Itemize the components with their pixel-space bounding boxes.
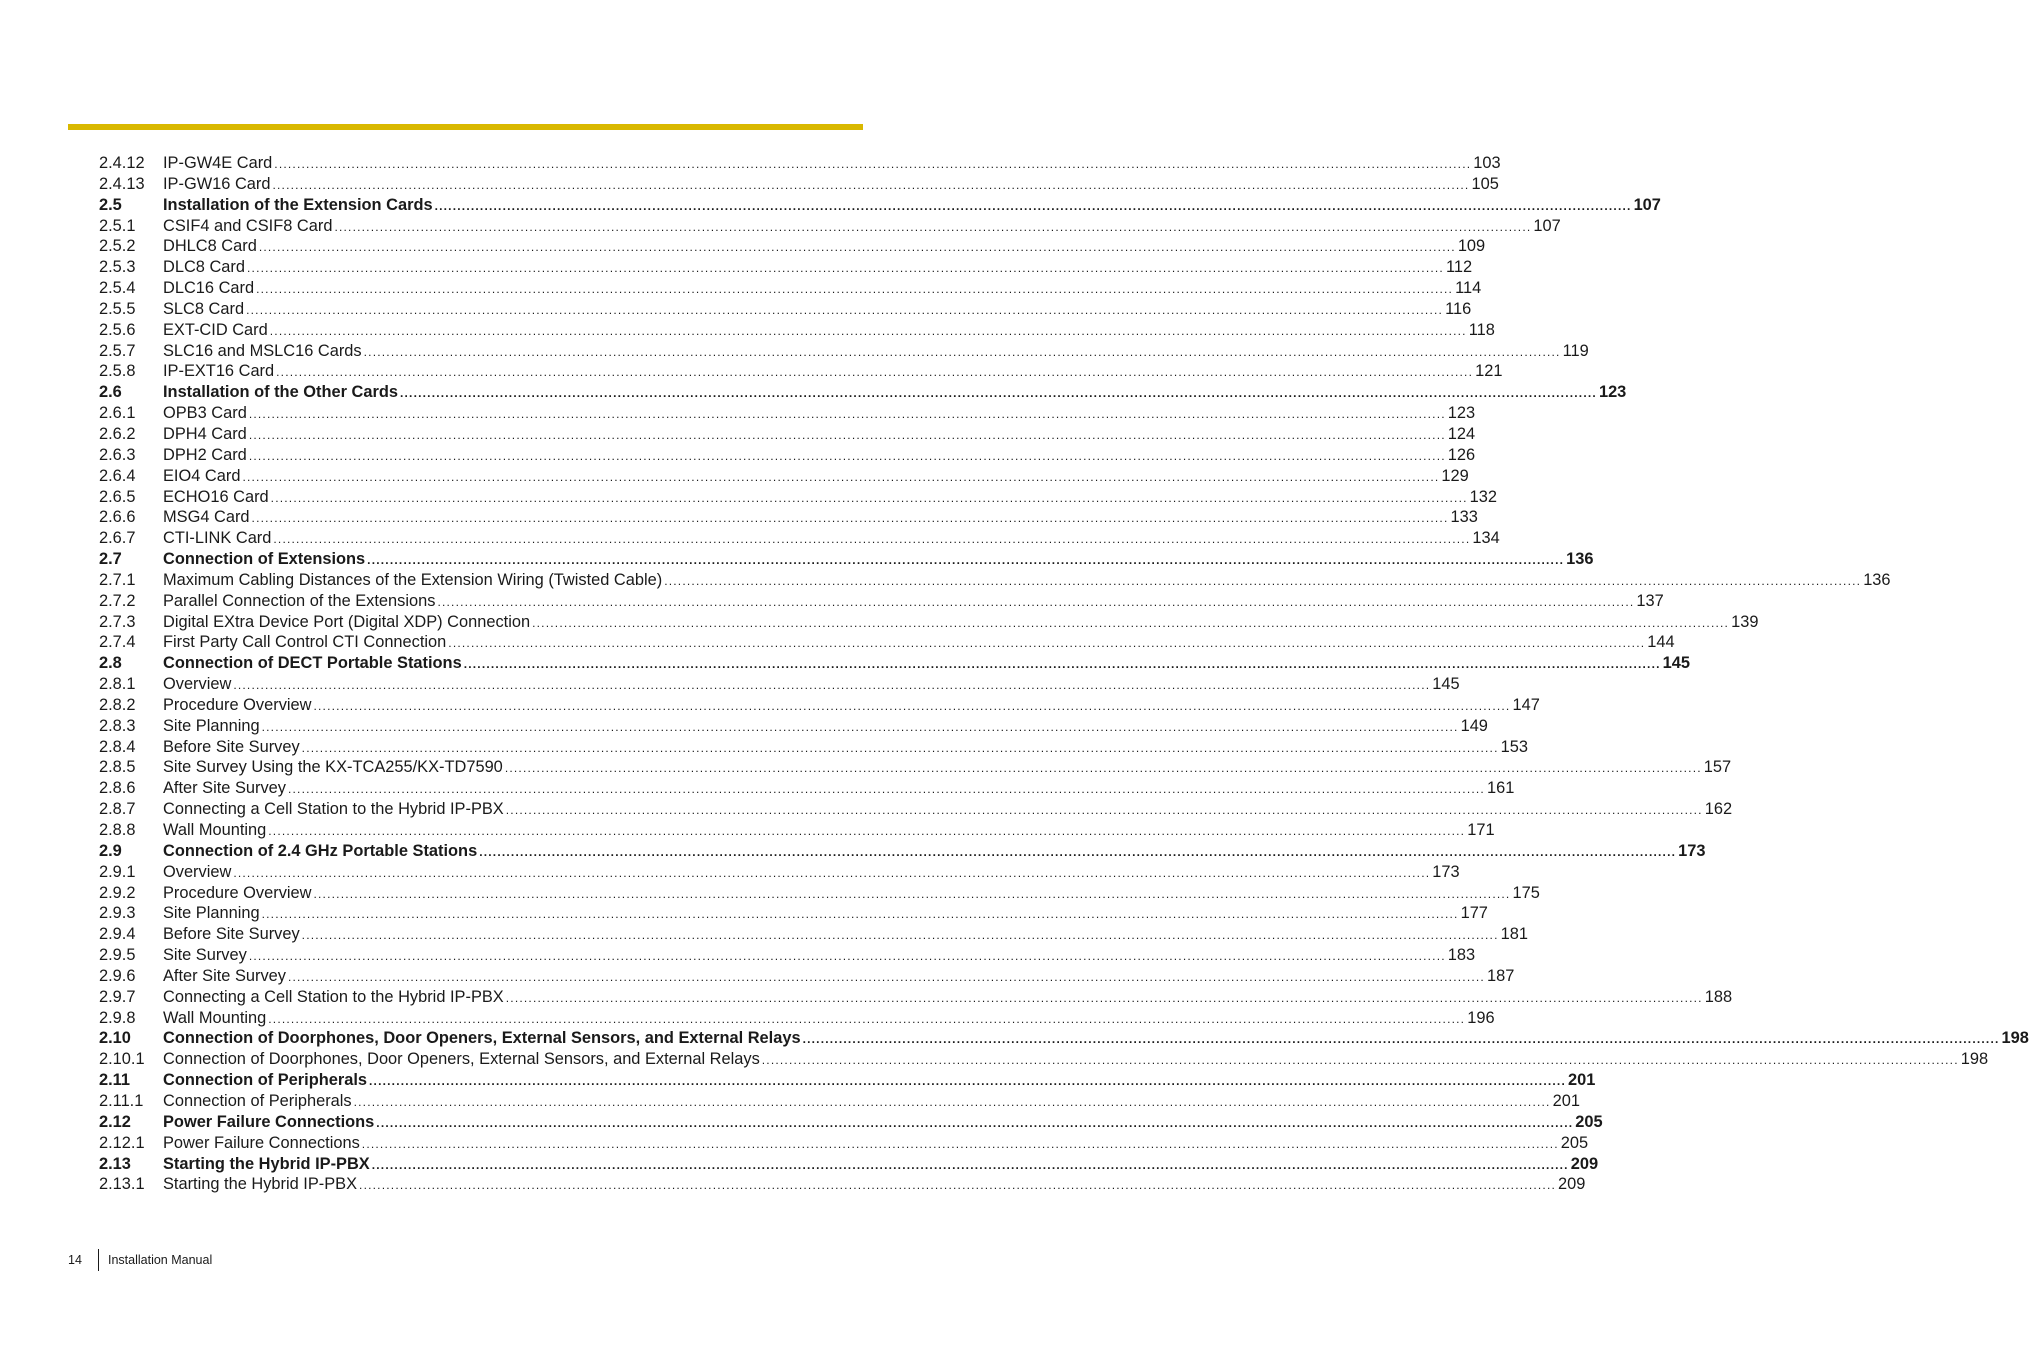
toc-section-number: 2.11.1 <box>99 1091 144 1110</box>
toc-dot-leader <box>302 925 1499 946</box>
toc-section-title: DPH4 Card <box>163 424 247 443</box>
toc-page-number: 123 <box>1598 383 1627 402</box>
toc-dot-leader <box>354 1092 1551 1113</box>
toc-section-number: 2.5.6 <box>99 320 136 339</box>
toc-section-title: Parallel Connection of the Extensions <box>163 591 436 610</box>
toc-entry[interactable] <box>99 716 1488 737</box>
toc-page-number: 157 <box>1703 758 1732 777</box>
toc-section-title: SLC16 and MSLC16 Cards <box>163 341 362 360</box>
toc-section-number: 2.9.2 <box>99 883 136 902</box>
toc-section-title: Site Survey <box>163 946 247 965</box>
toc-section-number: 2.9.3 <box>99 904 136 923</box>
toc-dot-leader <box>242 467 1439 488</box>
toc-page-number: 201 <box>1568 1071 1596 1090</box>
toc-entry[interactable] <box>99 778 1515 799</box>
toc-page-number: 133 <box>1450 508 1478 527</box>
toc-dot-leader <box>762 1050 1959 1071</box>
toc-section-title: Connection of Doorphones, Door Openers, External Sensors, and External Relays <box>163 1029 801 1048</box>
toc-dot-leader <box>270 321 1467 342</box>
toc-page-number: 105 <box>1471 174 1499 193</box>
toc-section-number: 2.9.4 <box>99 925 136 944</box>
toc-entry[interactable] <box>99 361 1503 382</box>
toc-page-number: 134 <box>1472 529 1500 548</box>
toc-section-number: 2.8.8 <box>99 821 136 839</box>
toc-entry[interactable] <box>99 757 1732 778</box>
toc-section-number: 2.7.1 <box>99 570 136 589</box>
toc-dot-leader <box>233 863 1430 884</box>
page-number: 14 <box>68 1253 82 1267</box>
toc-entry[interactable] <box>99 299 1472 320</box>
toc-entry[interactable] <box>99 987 1733 1008</box>
toc-section-title: CSIF4 and CSIF8 Card <box>163 216 333 235</box>
toc-entry[interactable] <box>99 403 1476 424</box>
toc-entry[interactable] <box>99 570 1891 591</box>
toc-entry[interactable] <box>99 1174 1586 1195</box>
toc-entry[interactable] <box>99 195 1661 216</box>
toc-dot-leader <box>249 404 1446 425</box>
toc-dot-leader <box>437 592 1634 613</box>
toc-page-number: 123 <box>1447 404 1476 423</box>
toc-page-number: 124 <box>1447 424 1476 443</box>
toc-dot-leader <box>376 1113 1573 1134</box>
toc-dot-leader <box>464 654 1661 675</box>
toc-section-number: 2.5.3 <box>99 258 136 277</box>
toc-dot-leader <box>259 237 1456 258</box>
toc-dot-leader <box>369 1071 1566 1092</box>
toc-page-number: 145 <box>1662 654 1691 673</box>
toc-section-number: 2.5.2 <box>99 237 136 256</box>
toc-entry[interactable] <box>99 737 1528 758</box>
toc-entry[interactable] <box>99 341 1589 362</box>
toc-entry[interactable] <box>99 924 1528 945</box>
toc-page-number: 107 <box>1633 195 1661 214</box>
toc-entry[interactable] <box>99 278 1482 299</box>
toc-dot-leader <box>288 779 1485 800</box>
toc-page-number: 188 <box>1704 987 1733 1006</box>
toc-section-title: DLC16 Card <box>163 279 255 298</box>
toc-section-number: 2.10 <box>99 1029 131 1048</box>
toc-section-number: 2.12 <box>99 1112 131 1131</box>
toc-dot-leader <box>532 613 1729 634</box>
manual-title: Installation Manual <box>108 1253 213 1267</box>
toc-page-number: 144 <box>1647 633 1675 652</box>
toc-dot-leader <box>252 508 1449 529</box>
toc-entry[interactable] <box>99 612 1759 633</box>
toc-dot-leader <box>313 696 1510 717</box>
toc-section-title: Digital EXtra Device Port (Digital XDP) Connection <box>163 612 531 631</box>
toc-dot-leader <box>276 362 1473 383</box>
toc-page-number: 103 <box>1473 154 1501 172</box>
toc-entry[interactable] <box>99 424 1476 445</box>
toc-section-title: MSG4 Card <box>163 508 250 527</box>
toc-page-number: 139 <box>1731 612 1759 631</box>
page-footer <box>68 1249 212 1271</box>
toc-section-title: Starting the Hybrid IP-PBX <box>163 1154 370 1173</box>
toc-entry[interactable] <box>99 674 1460 695</box>
toc-section-title: Wall Mounting <box>163 1008 267 1027</box>
toc-section-title: DPH2 Card <box>163 445 247 464</box>
toc-section-number: 2.6.5 <box>99 487 136 506</box>
toc-page-number: 136 <box>1566 550 1594 569</box>
toc-page-number: 119 <box>1562 341 1589 360</box>
toc-section-number: 2.9.7 <box>99 987 136 1006</box>
toc-section-number: 2.8.1 <box>99 675 136 694</box>
toc-page-number: 181 <box>1500 925 1528 944</box>
toc-page-number: 109 <box>1457 237 1486 256</box>
toc-section-number: 2.9.5 <box>99 946 136 965</box>
toc-section-number: 2.4.13 <box>99 174 145 193</box>
toc-page-number: 173 <box>1432 862 1460 881</box>
toc-dot-leader <box>364 342 1561 363</box>
toc-dot-leader <box>268 821 1465 842</box>
toc-entry[interactable] <box>99 1008 1495 1029</box>
toc-section-number: 2.9.6 <box>99 966 136 985</box>
toc-section-title: Power Failure Connections <box>163 1112 375 1131</box>
toc-section-number: 2.8.6 <box>99 779 136 798</box>
toc-section-title: Connection of Doorphones, Door Openers, External Sensors, and External Relays <box>163 1050 760 1069</box>
toc-section-number: 2.5 <box>99 195 122 214</box>
toc-page-number: 171 <box>1467 821 1495 839</box>
toc-entry[interactable] <box>99 528 1500 549</box>
toc-dot-leader <box>246 300 1443 321</box>
toc-entry[interactable] <box>99 591 1664 612</box>
toc-entry[interactable] <box>99 445 1476 466</box>
toc-page-number: 205 <box>1560 1133 1589 1152</box>
toc-section-title: Connection of Peripherals <box>163 1091 352 1110</box>
toc-section-title: First Party Call Control CTI Connection <box>163 633 447 652</box>
toc-page-number: 121 <box>1475 362 1503 381</box>
toc-entry[interactable] <box>99 257 1473 278</box>
toc-dot-leader <box>359 1175 1556 1196</box>
toc-section-number: 2.5.8 <box>99 362 136 381</box>
toc-page-number: 161 <box>1486 779 1515 798</box>
toc-dot-leader <box>249 425 1446 446</box>
toc-section-title: Connecting a Cell Station to the Hybrid IP-PBX <box>163 800 504 819</box>
toc-page-number: 177 <box>1460 904 1488 923</box>
toc-dot-leader <box>448 633 1645 654</box>
toc-entry[interactable] <box>99 174 1499 195</box>
toc-page-number: 147 <box>1512 695 1540 714</box>
toc-dot-leader <box>256 279 1453 300</box>
toc-dot-leader <box>367 550 1564 571</box>
toc-section-title: Site Planning <box>163 904 260 923</box>
toc-section-number: 2.9.1 <box>99 862 136 881</box>
toc-section-number: 2.5.4 <box>99 279 136 298</box>
toc-dot-leader <box>506 800 1703 821</box>
toc-entry[interactable] <box>99 466 1469 487</box>
toc-entry[interactable] <box>99 320 1495 341</box>
toc-section-number: 2.8.4 <box>99 737 136 756</box>
toc-section-number: 2.11 <box>99 1071 130 1090</box>
toc-section-title: IP-EXT16 Card <box>163 362 275 381</box>
toc-section-title: DHLC8 Card <box>163 237 257 256</box>
toc-page-number: 201 <box>1552 1091 1580 1110</box>
toc-section-title: Connection of 2.4 GHz Portable Stations <box>163 841 478 860</box>
toc-page-number: 132 <box>1469 487 1498 506</box>
toc-page-number: 173 <box>1678 841 1706 860</box>
toc-page-number: 114 <box>1455 279 1482 298</box>
toc-page-number: 198 <box>1960 1050 1989 1069</box>
toc-dot-leader <box>272 175 1469 196</box>
toc-entry[interactable] <box>99 945 1476 966</box>
toc-dot-leader <box>249 446 1446 467</box>
toc-section-number: 2.5.5 <box>99 299 136 318</box>
toc-entry[interactable] <box>99 153 1501 174</box>
toc-section-number: 2.6.2 <box>99 424 136 443</box>
toc-section-number: 2.7 <box>99 550 122 569</box>
toc-entry[interactable] <box>99 382 1627 403</box>
toc-section-title: Overview <box>163 675 232 694</box>
toc-page-number: 175 <box>1512 883 1540 902</box>
toc-section-number: 2.6.4 <box>99 466 136 485</box>
toc-page-number: 153 <box>1500 737 1528 756</box>
toc-dot-leader <box>302 738 1499 759</box>
toc-dot-leader <box>479 842 1676 863</box>
toc-dot-leader <box>313 884 1510 905</box>
toc-section-number: 2.6 <box>99 383 122 402</box>
toc-section-number: 2.6.1 <box>99 404 136 423</box>
toc-section-number: 2.13.1 <box>99 1175 145 1194</box>
toc-section-title: Site Planning <box>163 716 260 735</box>
toc-page-number: 209 <box>1570 1154 1599 1173</box>
toc-dot-leader <box>664 571 1861 592</box>
toc-entry[interactable] <box>99 862 1460 883</box>
toc-section-number: 2.6.6 <box>99 508 136 527</box>
toc-section-title: Connection of Extensions <box>163 550 366 569</box>
toc-page-number: 145 <box>1432 675 1460 694</box>
toc-section-title: Before Site Survey <box>163 737 300 756</box>
toc-entry[interactable] <box>99 1028 2029 1049</box>
toc-section-number: 2.5.1 <box>99 216 136 235</box>
toc-page-number: 162 <box>1704 800 1733 819</box>
toc-page-number: 118 <box>1468 320 1495 339</box>
toc-section-title: Wall Mounting <box>163 821 267 839</box>
toc-section-title: Site Survey Using the KX-TCA255/KX-TD7590 <box>163 758 503 777</box>
toc-entry[interactable] <box>99 1070 1596 1091</box>
toc-page-number: 116 <box>1445 299 1472 318</box>
toc-section-number: 2.7.3 <box>99 612 136 631</box>
toc-dot-leader <box>288 967 1485 988</box>
toc-entry[interactable] <box>99 507 1478 528</box>
header-rule <box>68 124 863 130</box>
toc-section-title: Before Site Survey <box>163 925 300 944</box>
toc-section-title: Installation of the Other Cards <box>163 383 398 402</box>
toc-entry[interactable] <box>99 487 1498 508</box>
toc-page-number: 205 <box>1575 1112 1603 1131</box>
toc-section-title: After Site Survey <box>163 779 286 798</box>
toc-section-title: Overview <box>163 862 232 881</box>
toc-entry[interactable] <box>99 883 1540 904</box>
toc-entry[interactable] <box>99 695 1540 716</box>
toc-entry[interactable] <box>99 236 1486 257</box>
toc-dot-leader <box>268 1009 1465 1030</box>
toc-section-number: 2.13 <box>99 1154 131 1173</box>
toc-section-title: DLC8 Card <box>163 258 245 277</box>
toc-section-number: 2.8.5 <box>99 758 136 777</box>
toc-entry[interactable] <box>99 653 1691 674</box>
toc-page-number: 107 <box>1533 216 1561 235</box>
toc-entry[interactable] <box>99 1049 1989 1070</box>
toc-page-number: 112 <box>1445 258 1473 277</box>
toc-section-number: 2.7.4 <box>99 633 136 652</box>
toc-section-title: Procedure Overview <box>163 695 312 714</box>
toc-section-title: Power Failure Connections <box>163 1133 360 1152</box>
toc-entry[interactable] <box>99 1112 1603 1133</box>
toc-entry[interactable] <box>99 841 1706 862</box>
toc-entry[interactable] <box>99 966 1515 987</box>
toc-section-title: IP-GW16 Card <box>163 174 271 193</box>
toc-entry[interactable] <box>99 549 1594 570</box>
footer-divider <box>98 1249 99 1271</box>
toc-section-number: 2.10.1 <box>99 1050 145 1069</box>
toc-dot-leader <box>334 217 1531 238</box>
toc-dot-leader <box>435 196 1632 217</box>
toc-entry[interactable] <box>99 1091 1580 1112</box>
toc-section-title: Connection of DECT Portable Stations <box>163 654 462 673</box>
toc-section-number: 2.6.3 <box>99 445 136 464</box>
toc-dot-leader <box>247 258 1444 279</box>
toc-section-title: ECHO16 Card <box>163 487 269 506</box>
toc-dot-leader <box>400 383 1597 404</box>
toc-section-title: Connecting a Cell Station to the Hybrid IP-PBX <box>163 987 504 1006</box>
toc-entry[interactable] <box>99 1154 1599 1175</box>
toc-page-number: 149 <box>1460 716 1488 735</box>
toc-section-title: Maximum Cabling Distances of the Extension Wiring (Twisted Cable) <box>163 570 663 589</box>
toc-page-number: 137 <box>1636 591 1664 610</box>
toc-page-number: 187 <box>1486 966 1515 985</box>
toc-dot-leader <box>233 675 1430 696</box>
toc-section-title: OPB3 Card <box>163 404 247 423</box>
toc-section-number: 2.8.2 <box>99 695 136 714</box>
toc-section-title: IP-GW4E Card <box>163 154 273 172</box>
toc-dot-leader <box>362 1134 1559 1155</box>
toc-page-number: 196 <box>1467 1008 1495 1027</box>
toc-section-title: After Site Survey <box>163 966 286 985</box>
toc-dot-leader <box>273 529 1470 550</box>
toc-page-number: 198 <box>2001 1029 2029 1048</box>
toc-entry[interactable] <box>99 632 1675 653</box>
toc-section-title: Installation of the Extension Cards <box>163 195 433 214</box>
toc-section-title: Connection of Peripherals <box>163 1071 368 1090</box>
toc-dot-leader <box>262 904 1459 925</box>
toc-section-number: 2.12.1 <box>99 1133 145 1152</box>
toc-page-number: 183 <box>1447 946 1476 965</box>
toc-section-title: EIO4 Card <box>163 466 241 485</box>
toc-dot-leader <box>249 946 1446 967</box>
toc-entry[interactable] <box>99 216 1561 237</box>
toc-entry[interactable] <box>99 799 1733 820</box>
toc-page-number: 136 <box>1863 570 1891 589</box>
toc-section-title: SLC8 Card <box>163 299 245 318</box>
toc-section-title: EXT-CID Card <box>163 320 268 339</box>
toc-dot-leader <box>262 717 1459 738</box>
toc-section-number: 2.9 <box>99 841 122 860</box>
toc-section-number: 2.9.8 <box>99 1008 136 1027</box>
toc-entry[interactable] <box>99 820 1495 841</box>
toc-section-number: 2.7.2 <box>99 591 136 610</box>
toc-section-title: Procedure Overview <box>163 883 312 902</box>
toc-dot-leader <box>372 1155 1569 1176</box>
toc-section-number: 2.6.7 <box>99 529 136 548</box>
toc-section-number: 2.8.7 <box>99 800 136 819</box>
toc-dot-leader <box>271 488 1468 509</box>
toc-dot-leader <box>803 1029 2000 1050</box>
toc-section-title: CTI-LINK Card <box>163 529 272 548</box>
toc-dot-leader <box>274 154 1471 175</box>
toc-entry[interactable] <box>99 1133 1589 1154</box>
toc-section-number: 2.8 <box>99 654 122 673</box>
toc-dot-leader <box>505 758 1702 779</box>
toc-page-number: 126 <box>1447 445 1476 464</box>
toc-page-number: 129 <box>1441 466 1469 485</box>
toc-section-number: 2.5.7 <box>99 341 136 360</box>
toc-page-number: 209 <box>1558 1175 1586 1194</box>
toc-dot-leader <box>506 988 1703 1009</box>
toc-section-number: 2.4.12 <box>99 154 145 172</box>
table-of-contents <box>99 153 2029 1195</box>
toc-section-number: 2.8.3 <box>99 716 136 735</box>
toc-section-title: Starting the Hybrid IP-PBX <box>163 1175 358 1194</box>
toc-entry[interactable] <box>99 903 1488 924</box>
